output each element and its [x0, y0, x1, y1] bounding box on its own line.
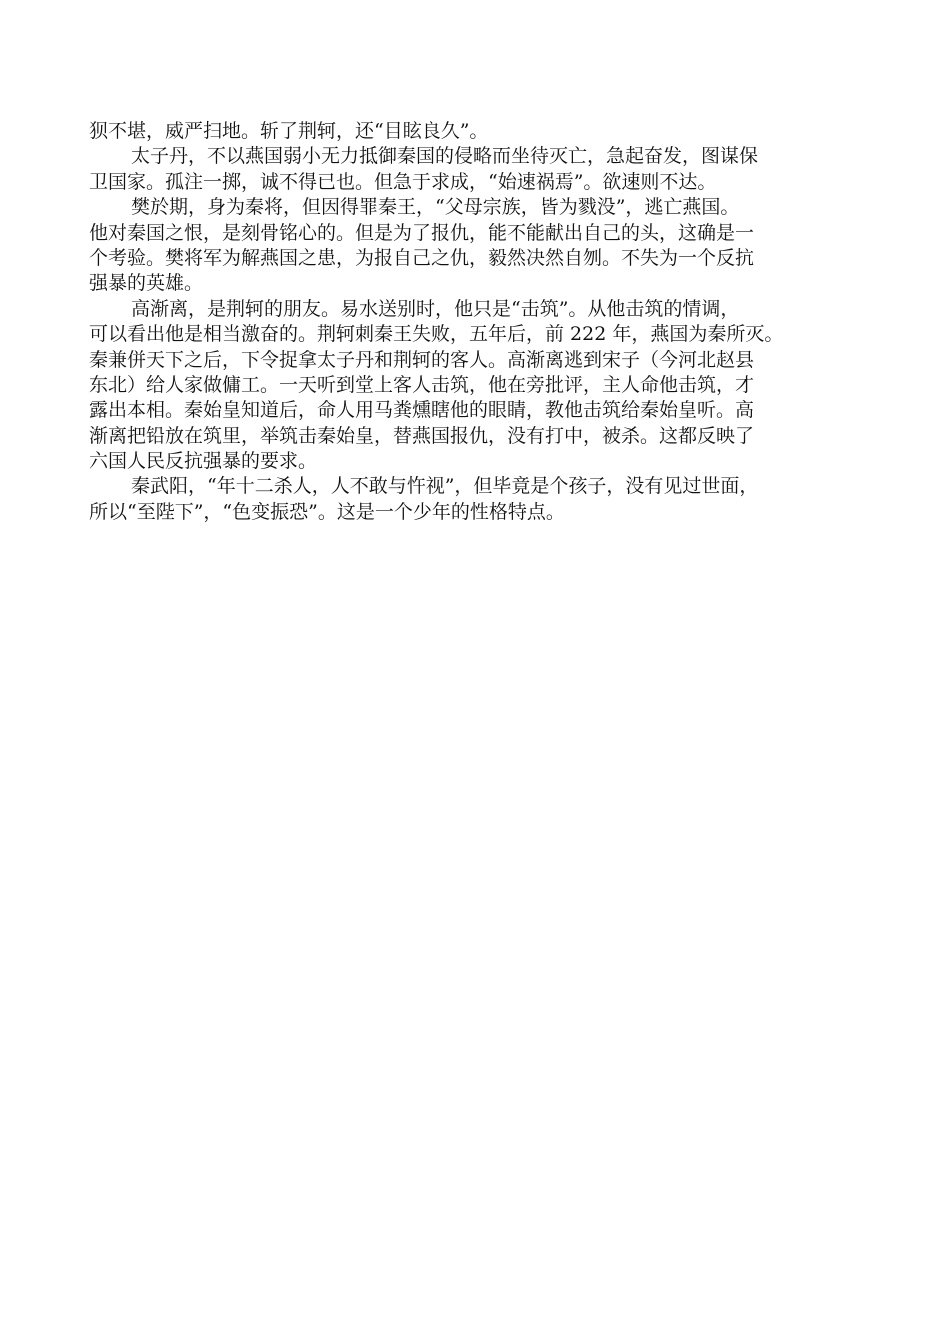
text-line: 强暴的英雄。: [89, 272, 204, 295]
paragraph-fanyuqi: [89, 195, 879, 297]
text-line: 渐离把铅放在筑里，举筑击秦始皇，替燕国报仇，没有打中，被杀。这都反映了: [89, 424, 755, 447]
paragraph-continuation: [89, 119, 879, 144]
paragraph-gaojianli: [89, 297, 879, 475]
text-line: 秦武阳，“年十二杀人，人不敢与忤视”，但毕竟是个孩子，没有见过世面，: [131, 475, 759, 498]
text-line: 他对秦国之恨，是刻骨铭心的。但是为了报仇，能不能献出自己的头，这确是一: [89, 221, 755, 244]
text-line: 个考验。樊将军为解燕国之患，为报自己之仇，毅然决然自刎。不失为一个反抗: [89, 246, 755, 269]
text-line: 卫国家。孤注一掷，诚不得已也。但急于求成，“始速祸焉”。欲速则不达。: [89, 170, 717, 193]
text-line: 樊於期，身为秦将，但因得罪秦王，“父母宗族，皆为戮没”，逃亡燕国。: [131, 196, 740, 219]
text-line: 六国人民反抗强暴的要求。: [89, 450, 318, 473]
text-line: 可以看出他是相当激奋的。荆轲刺秦王失败，五年后，前 222 年，燕国为秦所灭。: [89, 323, 784, 346]
text-line: 秦兼併天下之后，下令捉拿太子丹和荆轲的客人。高渐离逃到宋子（今河北赵县: [89, 348, 755, 371]
paragraph-taizidan: [89, 144, 879, 195]
paragraph-qinwuyang: [89, 474, 879, 525]
text-line: 狈不堪，威严扫地。斩了荆轲，还“目眩良久”。: [89, 120, 489, 142]
text-line: 露出本相。秦始皇知道后，命人用马粪燻瞎他的眼睛，教他击筑给秦始皇听。高: [89, 399, 755, 422]
document-body: [89, 119, 879, 525]
text-line: 高渐离，是荆轲的朋友。易水送别时，他只是“击筑”。从他击筑的情调，: [131, 297, 740, 320]
text-line: 太子丹，不以燕国弱小无力抵御秦国的侵略而坐待灭亡，急起奋发，图谋保: [131, 145, 759, 168]
text-line: 所以“至陛下”，“色变振恐”。这是一个少年的性格特点。: [89, 500, 565, 523]
text-line: 东北）给人家做傭工。一天听到堂上客人击筑，他在旁批评，主人命他击筑，才: [89, 373, 755, 396]
